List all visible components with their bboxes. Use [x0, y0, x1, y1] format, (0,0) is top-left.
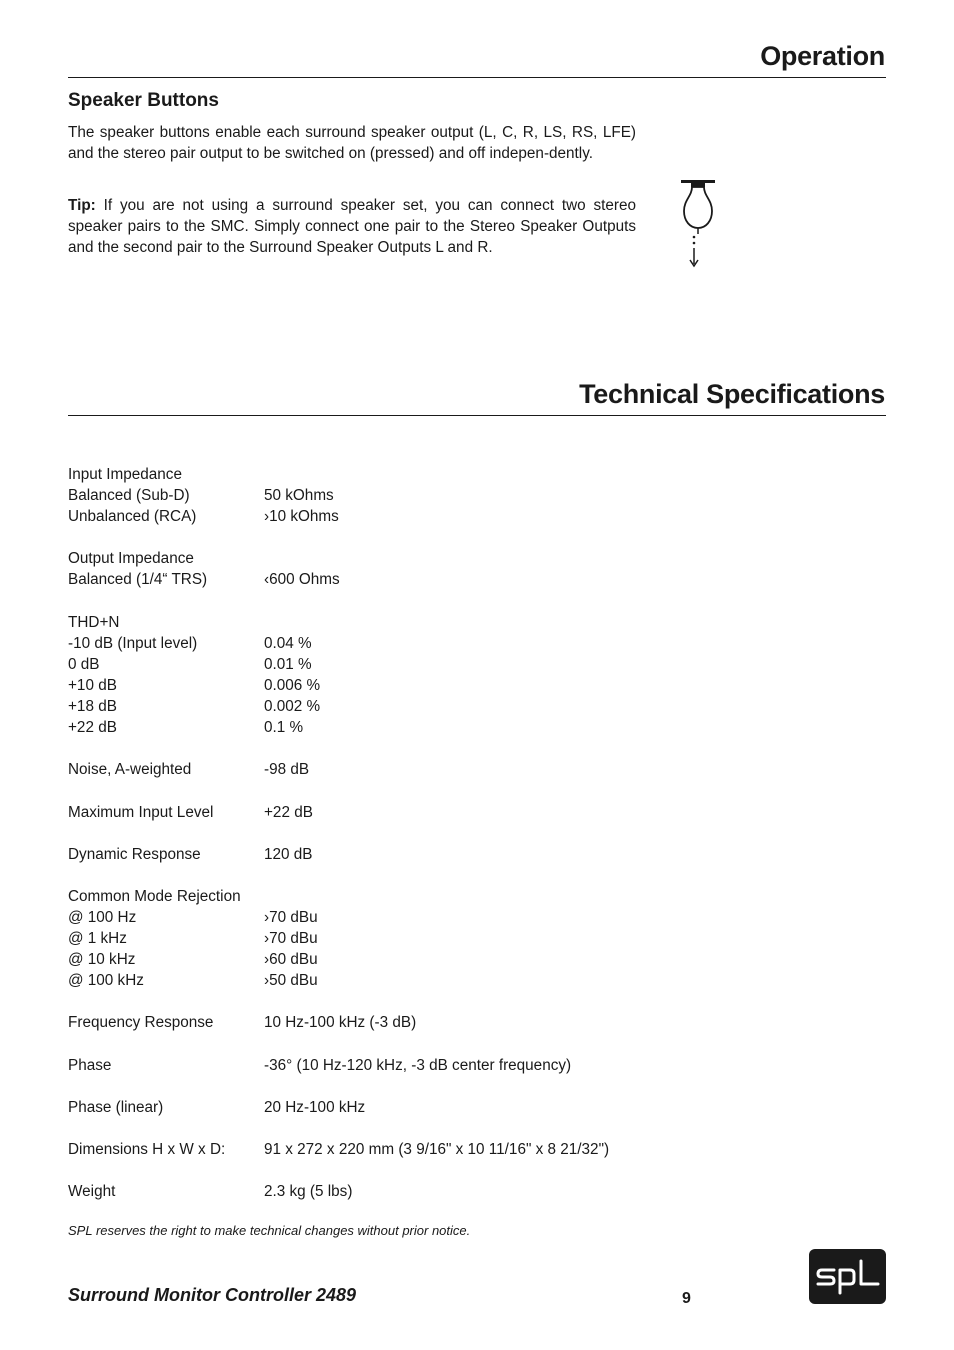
spec-row	[68, 464, 609, 485]
spec-value: ‹600 Ohms	[264, 571, 340, 589]
page-number: 9	[682, 1290, 691, 1307]
spec-row	[68, 970, 609, 991]
spec-row	[68, 1012, 609, 1033]
spec-table	[68, 464, 609, 1202]
spec-label	[68, 991, 264, 1012]
spec-label: Maximum Input Level	[68, 803, 214, 821]
specs-divider	[68, 415, 886, 416]
spec-value: 20 Hz-100 kHz	[264, 1098, 366, 1116]
spec-value: +22 dB	[264, 803, 313, 821]
spec-row	[68, 654, 609, 675]
spec-row	[68, 886, 609, 907]
spec-value: ›50 dBu	[264, 972, 318, 990]
tip-paragraph	[68, 195, 636, 258]
spec-value: 2.3 kg (5 lbs)	[264, 1183, 353, 1201]
specs-title: Technical Specifications	[579, 379, 885, 409]
spec-value: ›70 dBu	[264, 930, 318, 948]
spl-logo	[809, 1249, 886, 1304]
tip-label: Tip:	[68, 197, 96, 214]
spec-label: Dimensions H x W x D:	[68, 1141, 226, 1158]
spec-label: Noise, A-weighted	[68, 761, 192, 779]
disclaimer: SPL reserves the right to make technical changes without prior notice.	[68, 1223, 471, 1238]
spec-row	[68, 1118, 609, 1139]
spec-row	[68, 612, 609, 633]
spec-value: -98 dB	[264, 761, 310, 779]
speaker-buttons-paragraph: The speaker buttons enable each surround speaker output (L, C, R, LS, RS, LFE) and the stereo pair output to be switched on (pressed) and off indepen-dently.	[68, 124, 636, 162]
speaker-buttons-heading: Speaker Buttons	[68, 90, 219, 111]
spec-value: 0.04 %	[264, 634, 312, 652]
spec-label: +22 dB	[68, 719, 117, 737]
spec-row	[68, 759, 609, 780]
spec-label	[68, 780, 264, 801]
spec-value: ›10 kOhms	[264, 508, 339, 526]
spec-row	[68, 591, 609, 612]
spec-value: 0.1 %	[264, 719, 304, 737]
spec-row	[68, 696, 609, 717]
spec-value: ›60 dBu	[264, 951, 318, 969]
spec-row	[68, 949, 609, 970]
spec-label	[68, 1118, 264, 1139]
spec-label: Balanced (1/4“ TRS)	[68, 571, 208, 589]
spec-label	[68, 823, 264, 844]
spec-label: Common Mode Rejection	[68, 887, 241, 905]
spec-row	[68, 1055, 609, 1076]
spec-value: 91 x 272 x 220 mm (3 9/16" x 10 11/16" x 8 21/32")	[264, 1141, 610, 1158]
spec-row	[68, 1034, 609, 1055]
spec-row	[68, 928, 609, 949]
spec-value: 0.01 %	[264, 655, 312, 673]
spec-label: @ 1 kHz	[68, 930, 127, 948]
spec-row	[68, 1181, 609, 1202]
spec-label	[68, 1034, 264, 1055]
spec-row	[68, 844, 609, 865]
spec-row	[68, 527, 609, 548]
spec-row	[68, 1139, 609, 1160]
spec-label: @ 100 kHz	[68, 972, 144, 990]
spec-row	[68, 780, 609, 801]
spec-label	[68, 1076, 264, 1097]
spec-row	[68, 548, 609, 569]
spec-row	[68, 1160, 609, 1181]
spec-label	[68, 527, 264, 548]
spec-label: -10 dB (Input level)	[68, 634, 198, 652]
spec-label: +10 dB	[68, 676, 117, 694]
spec-row	[68, 907, 609, 928]
lightbulb-icon	[677, 178, 717, 270]
spec-row	[68, 485, 609, 506]
spec-label: Phase	[68, 1056, 112, 1074]
spec-label: Output Impedance	[68, 550, 194, 568]
spec-row	[68, 717, 609, 738]
spec-label	[68, 1160, 264, 1181]
spec-row	[68, 633, 609, 654]
spec-row	[68, 506, 609, 527]
spec-row	[68, 738, 609, 759]
spec-label: THD+N	[68, 613, 120, 631]
spec-value: 120 dB	[264, 845, 313, 863]
spec-value: ›70 dBu	[264, 908, 318, 926]
spec-value: -36° (10 Hz-120 kHz, -3 dB center frequency)	[264, 1056, 572, 1074]
spec-label: Unbalanced (RCA)	[68, 508, 197, 526]
spec-label: Phase (linear)	[68, 1098, 164, 1116]
spec-value: 10 Hz-100 kHz (-3 dB)	[264, 1014, 417, 1032]
operation-divider	[68, 77, 886, 78]
spec-value: 0.002 %	[264, 698, 321, 716]
spec-row	[68, 823, 609, 844]
spec-label	[68, 591, 264, 612]
product-name: Surround Monitor Controller 2489	[68, 1285, 357, 1305]
spec-label: Balanced (Sub-D)	[68, 487, 190, 505]
spec-label: Weight	[68, 1183, 116, 1201]
spec-label: @ 100 Hz	[68, 908, 137, 926]
spec-label	[68, 865, 264, 886]
spec-row	[68, 675, 609, 696]
spec-label: Dynamic Response	[68, 845, 201, 863]
spec-row	[68, 991, 609, 1012]
spec-row	[68, 1097, 609, 1118]
spec-label: Frequency Response	[68, 1014, 214, 1032]
operation-title: Operation	[760, 41, 885, 71]
spec-label: Input Impedance	[68, 466, 182, 483]
tip-text: If you are not using a surround speaker set, you can connect two stereo speaker pairs to the SMC. Simply connect one pair to the Stereo Speaker Outputs and the second pair to the Surround Speaker Outputs L and R.	[68, 197, 636, 256]
spec-label: 0 dB	[68, 655, 100, 673]
spec-row	[68, 1076, 609, 1097]
spec-label: +18 dB	[68, 698, 117, 716]
spec-label	[68, 738, 264, 759]
spec-value: 0.006 %	[264, 676, 321, 694]
spec-row	[68, 802, 609, 823]
spec-value: 50 kOhms	[264, 487, 334, 505]
spec-row	[68, 865, 609, 886]
spec-row	[68, 569, 609, 590]
spec-label: @ 10 kHz	[68, 951, 136, 969]
